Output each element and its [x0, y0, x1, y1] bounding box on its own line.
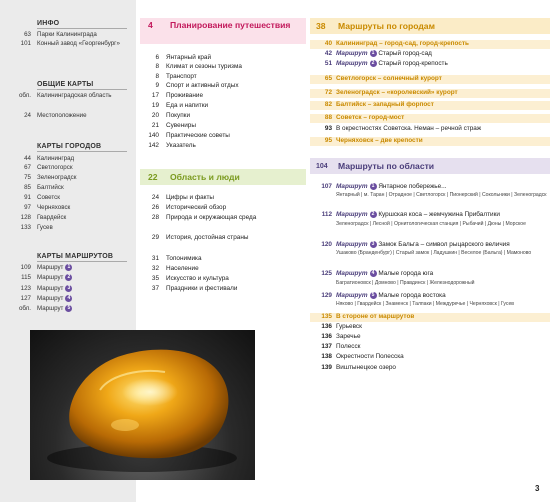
route-badge: 4: [65, 295, 72, 302]
contents-row[interactable]: 95 Черняховск – две крепости: [310, 137, 550, 146]
info-heading: ИНФО: [37, 20, 60, 27]
contents-row[interactable]: 135 В стороне от маршрутов: [310, 313, 550, 322]
contents-row[interactable]: 40 Калининград – город-сад, город-крепость: [310, 40, 550, 49]
city-maps-heading: КАРТЫ ГОРОДОВ: [37, 143, 102, 150]
page-number: 3: [535, 484, 540, 493]
route-badge: 2: [65, 274, 72, 281]
section-header-region-routes[interactable]: 104 Маршруты по области: [310, 158, 550, 174]
amber-stone-illustration: [30, 330, 255, 480]
route-badge: 1: [65, 264, 72, 271]
route-badge: 3: [65, 285, 72, 292]
route-stops: Багратионовск | Домново | Правдинск | Железнодорожный: [336, 280, 475, 286]
route-badge: 4: [370, 270, 377, 277]
contents-row[interactable]: 72 Зеленоградск – «королевский» курорт: [310, 89, 550, 98]
route-stops: Зеленоградск | Лесной | Орнитологическая станция | Рыбачий | Дюны | Морское: [336, 221, 526, 227]
contents-row[interactable]: 88 Советск – город-мост: [310, 114, 550, 123]
section-header-planning[interactable]: 4 Планирование путешествия: [140, 18, 306, 44]
route-stops: Ушаково (Бранденбург) | Старый замок | Ладушкин | Веселое (Бальга) | Мамоново: [336, 250, 532, 256]
general-maps-heading: ОБЩИЕ КАРТЫ: [37, 81, 94, 88]
route-maps-heading: КАРТЫ МАРШРУТОВ: [37, 253, 114, 260]
route-badge: 5: [65, 305, 72, 312]
route-stops: Янтарный | м. Таран | Отрадное | Светлогорск | Пионерский | Сокольники | Зеленоградск: [336, 192, 547, 198]
route-badge: 1: [370, 183, 377, 190]
section-header-cities[interactable]: 38 Маршруты по городам: [310, 18, 550, 34]
contents-row[interactable]: 82 Балтийск – западный форпост: [310, 101, 550, 110]
route-stops: Няково | Гвардейск | Знаменск | Талпаки | Междуречье | Черняховск | Гусев: [336, 301, 515, 307]
route-badge: 2: [370, 211, 377, 218]
left-index-column: ИНФО 63 Парки Калининграда 101 Конный завод «Георгенбург» ОБЩИЕ КАРТЫ обл. Калининградская область 24 Местоположение КАРТЫ ГОРОДОВ 44 Калининград 67 Светлогорск 75 Зеленоградск 85 Балтийск 91 Советск 97 Черняховск 128 Гвардейск 133 Гусев КАРТЫ МАРШРУТОВ 109 Маршрут 1 115 Маршрут 2 123 Маршрут 3 127 Маршрут 4 обл. Маршрут 5: [0, 0, 136, 502]
route-badge: 1: [370, 50, 377, 57]
amber-photo: [30, 330, 255, 480]
route-badge: 2: [370, 60, 377, 67]
route-badge: 5: [370, 292, 377, 299]
contents-row[interactable]: 65 Светлогорск – солнечный курорт: [310, 75, 550, 84]
route-badge: 3: [370, 241, 377, 248]
section-header-region[interactable]: 22 Область и люди: [140, 169, 306, 185]
